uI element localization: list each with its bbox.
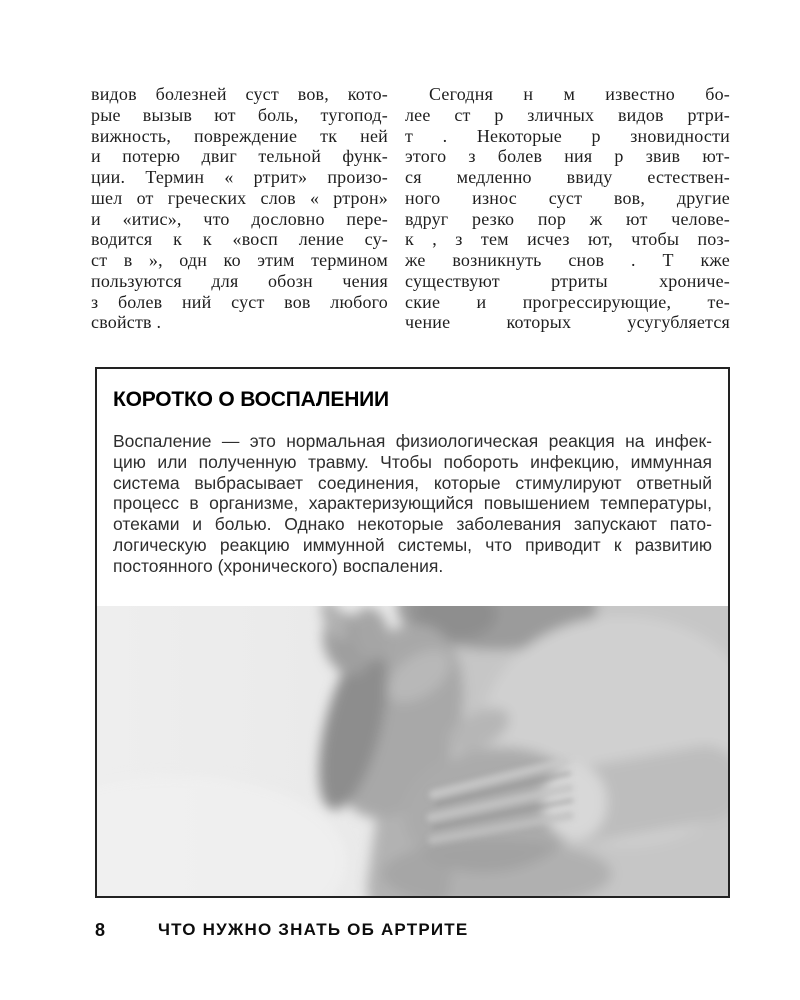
text-line: вдруг резко пор ж ют челове- xyxy=(405,208,730,229)
inflammation-infobox xyxy=(95,367,730,898)
text-line: ного износ суст вов, другие xyxy=(405,187,730,208)
infobox-text-line: постоянного (хронического) воспаления. xyxy=(113,555,444,576)
wrist-pain-photo xyxy=(97,606,728,896)
infobox-text-line: процесс в организме, характеризующийся повышением температуры, xyxy=(113,493,712,514)
infobox-body xyxy=(113,431,712,577)
text-line: существуют ртриты хрониче- xyxy=(405,270,730,291)
text-line: ст в », одн ко этим термином xyxy=(91,250,388,270)
text-line: Сегодня н м известно бо- xyxy=(429,84,730,104)
text-line: видов болезней суст вов, кото- xyxy=(91,84,388,104)
text-line: шел от греческих слов « ртрон» xyxy=(91,187,388,208)
page-number: 8 xyxy=(95,920,106,940)
wrist-pain-photo-art xyxy=(97,606,728,896)
body-text-left-column xyxy=(91,84,388,333)
infobox-text-line: отеками и болью. Однако некоторые заболевания запускают пато- xyxy=(113,514,712,535)
text-line: пользуются для обозн чения xyxy=(91,270,388,291)
text-line: этого з болев ния р звив ют- xyxy=(405,146,730,167)
text-line: чение которых усугубляется xyxy=(405,312,730,333)
text-line: рые вызыв ют боль, тугопод- xyxy=(91,104,388,125)
infobox-title: КОРОТКО О ВОСПАЛЕНИИ xyxy=(113,388,389,411)
text-line: и потерю двиг тельной функ- xyxy=(91,146,388,167)
text-line: ся медленно ввиду естествен- xyxy=(405,167,730,187)
text-line: т . Некоторые р зновидности xyxy=(405,125,730,146)
text-line: з болев ний суст вов любого xyxy=(91,291,388,312)
text-line: же возникнуть снов . Т кже xyxy=(405,250,730,270)
text-line: свойств . xyxy=(91,312,162,333)
text-line: ции. Термин « ртрит» произо- xyxy=(91,167,388,187)
body-text-right-column xyxy=(405,84,730,333)
text-line: к , з тем исчез ют, чтобы поз- xyxy=(405,229,730,250)
infobox-text-line: цию или полученную травму. Чтобы побороть инфекцию, иммунная xyxy=(113,451,712,472)
infobox-text-line: логическую реакцию иммунной системы, что приводит к развитию xyxy=(113,534,712,555)
text-line: водится к к «восп ление су- xyxy=(91,229,388,250)
text-line: вижность, повреждение тк ней xyxy=(91,125,388,146)
running-title: ЧТО НУЖНО ЗНАТЬ ОБ АРТРИТЕ xyxy=(158,920,469,939)
infobox-text-line: система выбрасывает соединения, которые стимулируют ответный xyxy=(113,472,712,493)
page-footer xyxy=(0,920,800,944)
text-line: и «итис», что дословно пере- xyxy=(91,208,388,229)
text-line: ские и прогрессирующие, те- xyxy=(405,291,730,312)
infobox-text-line: Воспаление — это нормальная физиологическая реакция на инфек- xyxy=(113,431,712,451)
text-line: лее ст р зличных видов ртри- xyxy=(405,104,730,125)
